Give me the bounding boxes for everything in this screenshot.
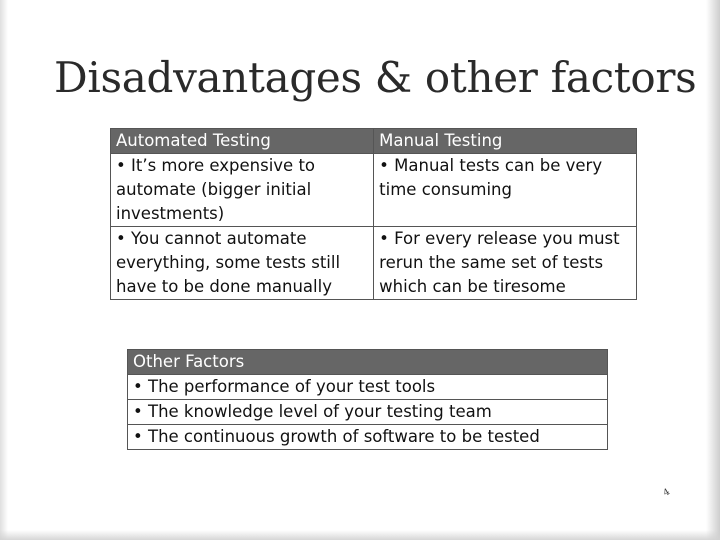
- other-factor-growth-text: • The continuous growth of software to be tested: [133, 427, 540, 446]
- slide-right-shadow: [706, 0, 720, 540]
- other-factor-knowledge-text: • The knowledge level of your testing team: [133, 402, 492, 421]
- slide-number: 4: [661, 487, 672, 499]
- other-factor-row: [128, 400, 608, 425]
- other-factor-row: [128, 425, 608, 450]
- automated-item-cost: [111, 154, 374, 227]
- manual-item-rerun-text: • For every release you must rerun the same set of tests which can be tiresome: [379, 229, 619, 296]
- automated-item-cost-text: • It’s more expensive to automate (bigger initial investments): [116, 156, 315, 223]
- other-factor-knowledge: [128, 400, 608, 425]
- manual-item-time: [374, 154, 637, 227]
- other-factor-performance-text: • The performance of your test tools: [133, 377, 435, 396]
- other-factors-table: [127, 349, 608, 450]
- comparison-row: [111, 227, 637, 300]
- other-factors-header-row: [128, 350, 608, 375]
- comparison-header-row: [111, 129, 637, 154]
- comparison-table: [110, 128, 637, 300]
- other-factor-performance: [128, 375, 608, 400]
- slide-bottom-shadow: [0, 530, 720, 540]
- automated-item-coverage-text: • You cannot automate everything, some tests still have to be done manually: [116, 229, 340, 296]
- other-factor-row: [128, 375, 608, 400]
- other-factor-growth: [128, 425, 608, 450]
- automated-item-coverage: [111, 227, 374, 300]
- automated-testing-header: Automated Testing: [111, 129, 374, 154]
- other-factors-header: Other Factors: [128, 350, 608, 375]
- manual-item-rerun: [374, 227, 637, 300]
- manual-item-time-text: • Manual tests can be very time consuming: [379, 156, 602, 199]
- slide-left-shadow: [0, 0, 8, 540]
- slide-title: Disadvantages & other factors: [54, 53, 697, 102]
- comparison-row: [111, 154, 637, 227]
- manual-testing-header: Manual Testing: [374, 129, 637, 154]
